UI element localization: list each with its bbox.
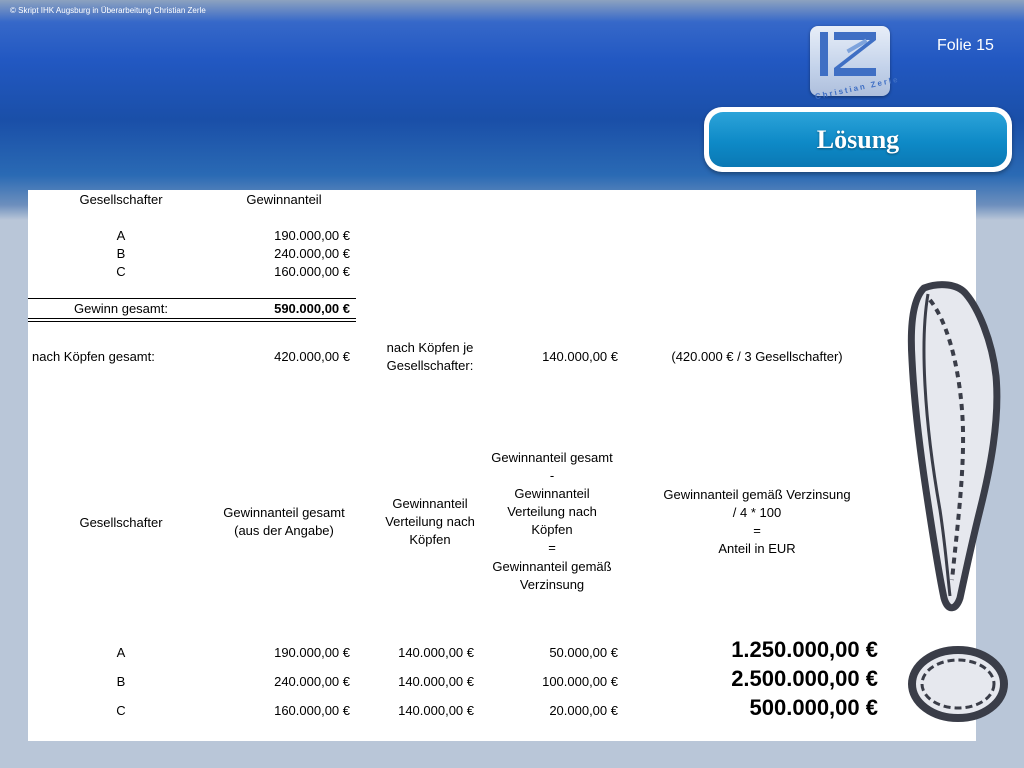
table2-header-interest-7: Gewinnanteil gemäß [492, 559, 612, 574]
heads-note: (420.000 € / 3 Gesellschafter) [671, 349, 843, 364]
copyright-notice: © Skript IHK Augsburg in Überarbeitung Christian Zerle [10, 6, 206, 15]
table1-row-a-partner: A [116, 228, 126, 243]
table2-row-b-total: 240.000,00 € [274, 674, 350, 689]
total-bottom-rule-1 [28, 318, 356, 319]
table2-row-c-interest: 20.000,00 € [549, 703, 618, 718]
total-value: 590.000,00 € [274, 301, 350, 316]
table1-row-b-share: 240.000,00 € [274, 246, 350, 261]
table2-row-b-interest: 100.000,00 € [542, 674, 618, 689]
table2-header-interest-8: Verzinsung [519, 577, 585, 592]
table2-header-heads-3: Köpfen [409, 532, 451, 547]
table2-header-interest-6: = [548, 540, 556, 555]
table2-header-eur-1: Gewinnanteil gemäß Verzinsung [663, 487, 851, 502]
logo [810, 26, 901, 102]
exclamation-mark-icon [900, 280, 1020, 740]
table2-header-eur-4: Anteil in EUR [718, 541, 796, 556]
table2-row-a-interest: 50.000,00 € [549, 645, 618, 660]
table1-row-c-partner: C [116, 264, 126, 279]
table2-row-a-total: 190.000,00 € [274, 645, 350, 660]
table2-row-b-heads: 140.000,00 € [398, 674, 474, 689]
table2-row-a-partner: A [116, 645, 126, 660]
title-banner-inner [709, 112, 1007, 167]
table2-header-partner: Gesellschafter [79, 515, 163, 530]
table2-header-total-1: Gewinnanteil gesamt [223, 505, 345, 520]
table1-row-c-share: 160.000,00 € [274, 264, 350, 279]
solution-table [28, 190, 976, 741]
heads-per-label-2: Gesellschafter: [386, 358, 474, 373]
table2-header-eur-2: / 4 * 100 [732, 505, 782, 520]
table1-row-a-share: 190.000,00 € [274, 228, 350, 243]
table2-row-a-eur: 1.250.000,00 € [731, 637, 878, 662]
table2-header-interest-4: Verteilung nach [507, 504, 597, 519]
table2-row-b-eur: 2.500.000,00 € [731, 666, 878, 691]
table1-row-b-partner: B [116, 246, 126, 261]
table2-row-a-heads: 140.000,00 € [398, 645, 474, 660]
heads-total-value: 420.000,00 € [274, 349, 350, 364]
table2-row-b-partner: B [116, 674, 126, 689]
table2-header-interest-3: Gewinnanteil [514, 486, 590, 501]
table1-header-share: Gewinnanteil [246, 192, 322, 207]
table2-header-heads-2: Verteilung nach [385, 514, 475, 529]
heads-per-label-1: nach Köpfen je [386, 340, 474, 355]
table2-row-c-eur: 500.000,00 € [749, 695, 878, 720]
total-top-rule [28, 298, 356, 299]
logo-caption: Christian Zerle [814, 74, 901, 102]
slide-number: Folie 15 [937, 37, 994, 54]
table1-header-partner: Gesellschafter [79, 192, 163, 207]
table2-row-c-total: 160.000,00 € [274, 703, 350, 718]
title-banner [704, 107, 1012, 172]
heads-per-value: 140.000,00 € [542, 349, 618, 364]
page-title: Lösung [816, 124, 900, 154]
heads-total-label: nach Köpfen gesamt: [32, 349, 155, 364]
table2-header-interest-1: Gewinnanteil gesamt [491, 450, 613, 465]
total-bottom-rule-2 [28, 321, 356, 322]
table2-header-interest-5: Köpfen [531, 522, 573, 537]
table2-header-interest-2: - [549, 468, 555, 483]
table2-row-c-heads: 140.000,00 € [398, 703, 474, 718]
table2-header-total-2: (aus der Angabe) [234, 523, 334, 538]
table2-header-heads-1: Gewinnanteil [392, 496, 468, 511]
table2-header-eur-3: = [753, 523, 761, 538]
table2-row-c-partner: C [116, 703, 126, 718]
total-label: Gewinn gesamt: [74, 301, 168, 316]
